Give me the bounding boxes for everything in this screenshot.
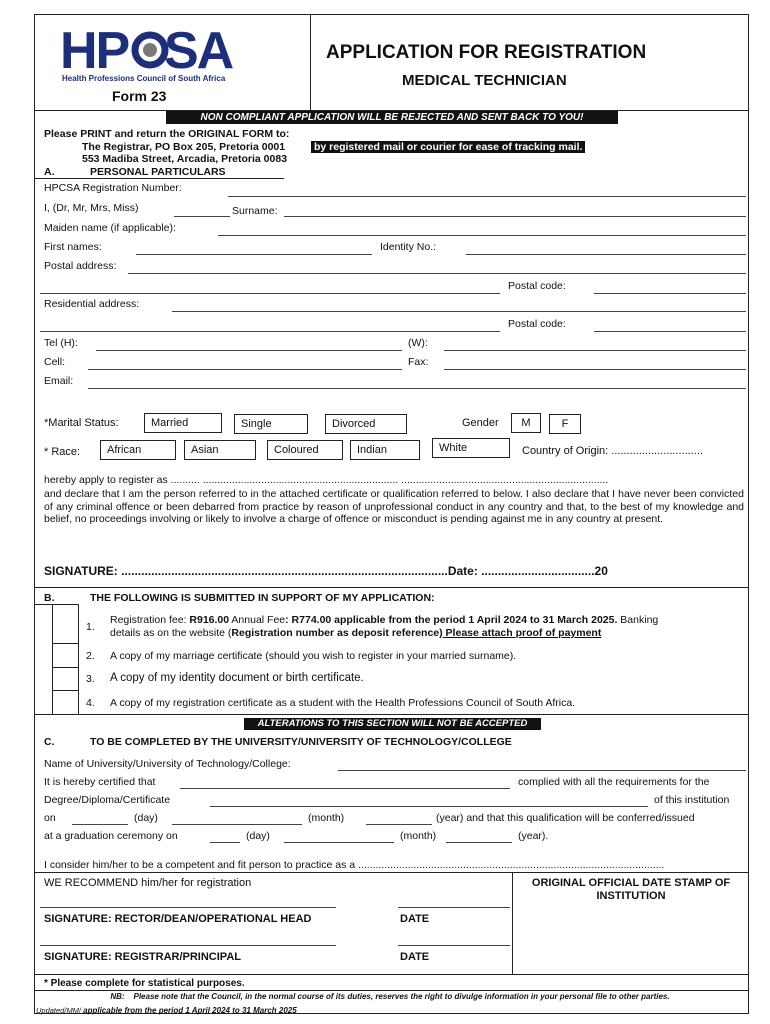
month-label-1: (month) (308, 812, 345, 824)
email-field[interactable] (88, 388, 746, 389)
rector-signature-field[interactable] (40, 907, 336, 908)
section-b-letter: B. (44, 592, 55, 604)
surname-field[interactable] (284, 216, 746, 217)
proof-of-payment: Please attach proof of payment (442, 627, 602, 639)
section-c-title: TO BE COMPLETED BY THE UNIVERSITY/UNIVERSITY OF TECHNOLOGY/COLLEGE (90, 736, 512, 748)
postal-address-field-2[interactable] (40, 293, 500, 294)
nb-label: NB: (110, 992, 125, 1001)
month-label-2: (month) (400, 830, 437, 842)
updated-stamp (36, 1006, 297, 1015)
day-label-1: (day) (134, 812, 158, 824)
registrar-address: The Registrar, PO Box 205, Pretoria 0001 (82, 141, 286, 153)
day-label-2: (day) (246, 830, 270, 842)
gender-option-m[interactable]: M (511, 413, 541, 433)
nb-notice (40, 991, 740, 1003)
reg-number-field[interactable] (228, 196, 746, 197)
item-3-number: 3. (86, 673, 95, 685)
title-field[interactable] (174, 216, 230, 217)
graduation-month-field[interactable] (284, 842, 394, 843)
graduate-name-field[interactable] (180, 788, 510, 789)
registrar-date-label: DATE (400, 951, 430, 963)
certified-label: It is hereby certified that (44, 776, 156, 788)
postal-address-field-1[interactable] (128, 273, 746, 274)
cell-field[interactable] (88, 369, 402, 370)
gender-option-f[interactable]: F (549, 414, 581, 434)
section-a-letter: A. (44, 166, 55, 178)
stamp-area[interactable] (514, 906, 748, 972)
recommend-label: WE RECOMMEND him/her for registration (44, 877, 252, 889)
footer-rule (34, 974, 749, 975)
registration-fee: R916.00 (189, 614, 230, 626)
section-b-title: THE FOLLOWING IS SUBMITTED IN SUPPORT OF MY APPLICATION: (90, 592, 435, 604)
cell-label: Cell: (44, 356, 66, 368)
section-b-bottom-rule (34, 714, 749, 715)
mail-method-highlight: by registered mail or courier for ease of tracking mail. (311, 141, 585, 153)
page-subtitle: MEDICAL TECHNICIAN (402, 72, 567, 89)
year-label-1: (year) and that this qualification will be conferred/issued (436, 812, 695, 824)
fax-field[interactable] (444, 369, 746, 370)
postal-address-label: Postal address: (44, 260, 117, 272)
checkbox-item-2[interactable] (53, 644, 77, 667)
residential-postal-code-label: Postal code: (508, 318, 566, 330)
item-2-text: A copy of my marriage certificate (should you wish to register in your married surname). (110, 650, 517, 662)
tel-work-label: (W): (408, 337, 428, 349)
first-names-label: First names: (44, 241, 102, 253)
apply-line[interactable]: hereby apply to register as .......... ................................................................... ....................................................................... (44, 474, 609, 486)
marital-status-label: *Marital Status: (44, 417, 119, 429)
first-names-field[interactable] (136, 254, 372, 255)
complied-label: complied with all the requirements for the (518, 776, 710, 788)
graduation-label: at a graduation ceremony on (44, 830, 178, 842)
banking-text: Banking (617, 614, 659, 626)
item-1-fee-line (110, 614, 658, 626)
country-of-origin[interactable]: Country of Origin: .............................. (522, 445, 703, 457)
marital-option-single[interactable]: Single (234, 414, 308, 434)
item-2-number: 2. (86, 650, 95, 662)
maiden-name-label: Maiden name (if applicable): (44, 222, 176, 234)
race-option-indian[interactable]: Indian (350, 440, 420, 460)
tel-home-field[interactable] (96, 350, 402, 351)
registrar-signature-field[interactable] (40, 945, 336, 946)
stamp-divider (512, 872, 513, 974)
race-option-coloured[interactable]: Coloured (267, 440, 343, 460)
university-name-field[interactable] (338, 770, 746, 771)
recommend-top-rule (34, 872, 749, 873)
annual-fee-text: Annual Fee (229, 614, 286, 626)
checkbox-item-4[interactable] (53, 691, 77, 713)
residential-postal-code-field[interactable] (594, 331, 746, 332)
stamp-label: ORIGINAL OFFICIAL DATE STAMP OF INSTITUTION (531, 877, 731, 902)
tel-home-label: Tel (H): (44, 337, 78, 349)
race-option-african[interactable]: African (100, 440, 176, 460)
tel-work-field[interactable] (444, 350, 746, 351)
of-institution-label: of this institution (654, 794, 730, 806)
degree-field[interactable] (210, 806, 648, 807)
item-1-number: 1. (86, 621, 95, 633)
consider-line[interactable]: I consider him/her to be a competent and fit person to practice as a ......................................................................................................... (44, 859, 665, 871)
title-field-label: I, (Dr, Mr, Mrs, Miss) (44, 202, 139, 214)
section-a-rule (34, 178, 284, 179)
banking-details-text: details as on the website ( (110, 627, 232, 639)
svg-text:SA: SA (164, 24, 233, 80)
item-4-text: A copy of my registration certificate as a student with the Health Professions Council of South Africa. (110, 697, 576, 709)
page-title: APPLICATION FOR REGISTRATION (326, 42, 647, 63)
year-label-2: (year). (518, 830, 549, 842)
marital-option-married[interactable]: Married (144, 413, 222, 433)
registrar-date-field[interactable] (398, 945, 510, 946)
surname-label: Surname: (232, 205, 278, 217)
statistical-note: * Please complete for statistical purposes. (44, 978, 245, 989)
street-address: 553 Madiba Street, Arcadia, Pretoria 0083 (82, 153, 288, 165)
deposit-reference: Registration number as deposit reference) (231, 627, 443, 639)
notice-bar: NON COMPLIANT APPLICATION WILL BE REJECTED AND SENT BACK TO YOU! (166, 111, 618, 124)
section-b-top-rule (34, 587, 749, 588)
item-3-text: A copy of my identity document or birth certificate. (110, 672, 364, 684)
conferred-year-field[interactable] (366, 824, 432, 825)
identity-field[interactable] (466, 254, 746, 255)
race-option-asian[interactable]: Asian (184, 440, 256, 460)
conferred-month-field[interactable] (172, 824, 302, 825)
nb-text: Please note that the Council, in the normal course of its duties, reserves the right to divulge information in your personal file to other parties. (133, 992, 670, 1001)
rector-date-label: DATE (400, 913, 430, 925)
reg-number-label: HPCSA Registration Number: (44, 182, 182, 194)
fee-text: Registration fee: (110, 614, 190, 626)
residential-address-field-1[interactable] (172, 311, 746, 312)
university-name-label: Name of University/University of Technology/College: (44, 758, 291, 770)
postal-code-field[interactable] (594, 293, 746, 294)
section-c-letter: C. (44, 736, 55, 748)
alterations-bar: ALTERATIONS TO THIS SECTION WILL NOT BE ACCEPTED (244, 718, 541, 730)
rector-date-field[interactable] (398, 907, 510, 908)
identity-label: Identity No.: (380, 241, 437, 253)
checkbox-item-3[interactable] (53, 668, 77, 690)
residential-address-label: Residential address: (44, 298, 140, 310)
conferred-day-field[interactable] (72, 824, 128, 825)
return-instruction: Please PRINT and return the ORIGINAL FORM to: (44, 128, 290, 140)
race-label: * Race: (44, 446, 81, 458)
declaration-text: and declare that I am the person referred to in the attached certificate or qualification referred to below. I also declare that I have never been convicted of any criminal offence or been debarred from practice by reason of unprofessional conduct in any country and that, to the best of my knowledge and belief, no proceedings involving or likely to involve a charge of offence or misconduct is pending against me in any country at present. (44, 488, 744, 526)
on-label: on (44, 812, 56, 824)
checkbox-item-1[interactable] (53, 605, 77, 643)
graduation-day-field[interactable] (210, 842, 240, 843)
checkbox-grid-right (78, 604, 79, 714)
updated-label: Updated/MM/ (36, 1006, 82, 1015)
logo-subtitle: Health Professions Council of South Africa (62, 74, 226, 83)
header-divider (310, 14, 311, 110)
email-label: Email: (44, 375, 74, 387)
updated-period: applicable from the period 1 April 2024 to 31 March 2025 (83, 1006, 297, 1015)
svg-text:HP: HP (60, 24, 129, 80)
maiden-name-field[interactable] (218, 235, 746, 236)
postal-code-label: Postal code: (508, 280, 566, 292)
rector-signature-label: SIGNATURE: RECTOR/DEAN/OPERATIONAL HEAD (44, 913, 312, 925)
form-number: Form 23 (112, 88, 167, 104)
item-4-number: 4. (86, 697, 95, 709)
marital-option-divorced[interactable]: Divorced (325, 414, 407, 434)
graduation-year-field[interactable] (446, 842, 512, 843)
item-1-banking-line (110, 627, 601, 639)
race-option-white[interactable]: White (432, 438, 510, 458)
residential-address-field-2[interactable] (40, 331, 500, 332)
applicant-signature-line[interactable]: SIGNATURE: ..................................................................................................Date: ..................................20 (44, 564, 608, 578)
annual-fee: : R774.00 applicable from the period 1 April 2024 to 31 March 2025. (285, 614, 618, 626)
section-a-title: PERSONAL PARTICULARS (90, 166, 226, 178)
registrar-signature-label: SIGNATURE: REGISTRAR/PRINCIPAL (44, 951, 241, 963)
degree-label: Degree/Diploma/Certificate (44, 794, 171, 806)
gender-label: Gender (462, 417, 499, 429)
fax-label: Fax: (408, 356, 429, 368)
